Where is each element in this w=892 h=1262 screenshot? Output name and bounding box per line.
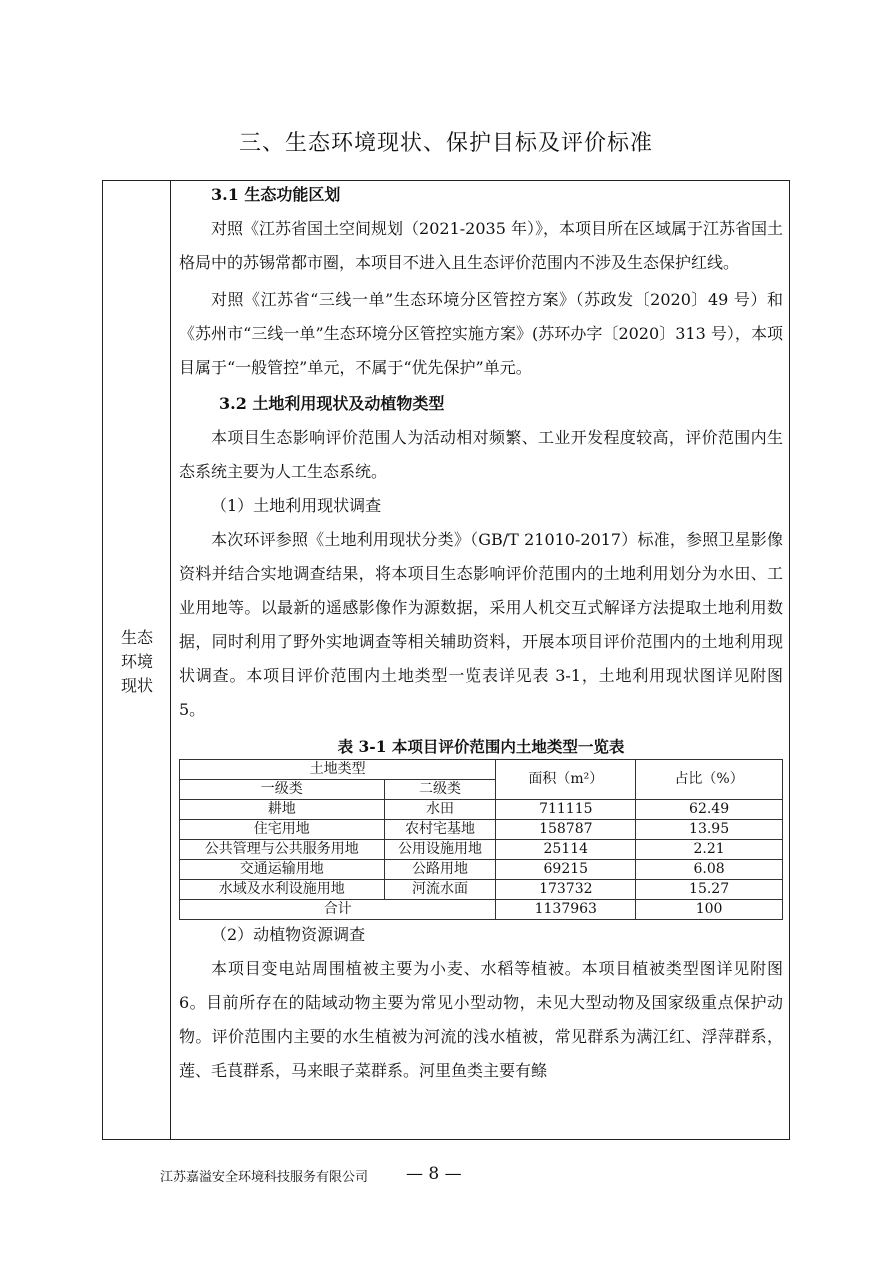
table-cell: 13.95 (636, 820, 783, 840)
table-cell: 农村宅基地 (384, 820, 496, 840)
land-type-table (179, 759, 783, 920)
paragraph: 对照《江苏省“三线一单”生态环境分区管控方案》（苏政发〔2020〕49 号）和《苏州市“三线一单”生态环境分区管控实施方案》(苏环办字〔2020〕313 号），本项目属于“一般管控”单元，不属于“优先保护”单元。 (179, 290, 783, 377)
table-cell: 合计 (180, 900, 496, 920)
table-cell: 河流水面 (384, 880, 496, 900)
page-number: — 8 — (406, 1164, 462, 1184)
section-heading-3-1: 3.1 生态功能区划 (211, 185, 341, 204)
table-cell: 交通运输用地 (180, 860, 385, 880)
table-cell: 1137963 (496, 900, 636, 920)
table-cell: 水域及水利设施用地 (180, 880, 385, 900)
table-header-cell: 一级类 (180, 780, 385, 800)
table-cell: 6.08 (636, 860, 783, 880)
paragraph: 本次环评参照《土地利用现状分类》（GB/T 21010-2017）标准，参照卫星影像资料并结合实地调查结果，将本项目生态影响评价范围内的土地利用划分为水田、工业用地等。以最新的遥感影像作为源数据，采用人机交互式解译方法提取土地利用数据，同时利用了野外实地调查等相关辅助资料，开展本项目评价范围内的土地利用现状调查。本项目评价范围内土地类型一览表详见表 3-1，土地利用现状图详见附图 5。 (179, 530, 783, 719)
content-frame (102, 180, 790, 1140)
table-row (180, 800, 783, 820)
page-title: 三、生态环境现状、保护目标及评价标准 (238, 131, 653, 156)
main-content (179, 181, 783, 1088)
subheading-flora-fauna: （2）动植物资源调查 (211, 925, 366, 944)
table-header-cell: 二级类 (384, 780, 496, 800)
table-cell: 公用设施用地 (384, 840, 496, 860)
paragraph: 本项目生态影响评价范围人为活动相对频繁、工业开发程度较高，评价范围内生态系统主要为人工生态系统。 (179, 428, 783, 481)
table-header-cell: 土地类型 (180, 760, 496, 780)
footer-company: 江苏嘉溢安全环境科技服务有限公司 (160, 1170, 369, 1185)
table-row (180, 820, 783, 840)
table-cell: 公共管理与公共服务用地 (180, 840, 385, 860)
table-header-cell: 面积（m²） (496, 760, 636, 800)
table-row (180, 860, 783, 880)
table-cell: 100 (636, 900, 783, 920)
table-cell: 25114 (496, 840, 636, 860)
side-column (103, 181, 171, 1139)
table-header-cell: 占比（%） (636, 760, 783, 800)
table-total-row (180, 900, 783, 920)
table-cell: 15.27 (636, 880, 783, 900)
subheading-land-use: （1）土地利用现状调查 (211, 496, 382, 515)
table-cell: 水田 (384, 800, 496, 820)
table-cell: 711115 (496, 800, 636, 820)
table-row (180, 840, 783, 860)
side-label: 生态 环境 现状 (120, 628, 153, 695)
table-cell: 公路用地 (384, 860, 496, 880)
table-cell: 2.21 (636, 840, 783, 860)
table-row (180, 880, 783, 900)
section-heading-3-2: 3.2 土地利用现状及动植物类型 (219, 394, 445, 413)
table-cell: 62.49 (636, 800, 783, 820)
table-header-row (180, 760, 783, 780)
table-title: 表 3-1 本项目评价范围内土地类型一览表 (337, 737, 625, 756)
paragraph: 本项目变电站周围植被主要为小麦、水稻等植被。本项目植被类型图详见附图 6。目前所存在的陆域动物主要为常见小型动物，未见大型动物及国家级重点保护动物。评价范围内主要的水生植被为河流的浅水植被，常见群系为满江红、浮萍群系，莲、毛茛群系，马来眼子菜群系。河里鱼类主要有鲦 (179, 959, 783, 1080)
paragraph: 对照《江苏省国土空间规划（2021-2035 年）》，本项目所在区域属于江苏省国土格局中的苏锡常都市圈，本项目不进入且生态评价范围内不涉及生态保护红线。 (179, 219, 783, 272)
table-cell: 住宅用地 (180, 820, 385, 840)
table-cell: 耕地 (180, 800, 385, 820)
table-cell: 173732 (496, 880, 636, 900)
table-cell: 69215 (496, 860, 636, 880)
table-cell: 158787 (496, 820, 636, 840)
